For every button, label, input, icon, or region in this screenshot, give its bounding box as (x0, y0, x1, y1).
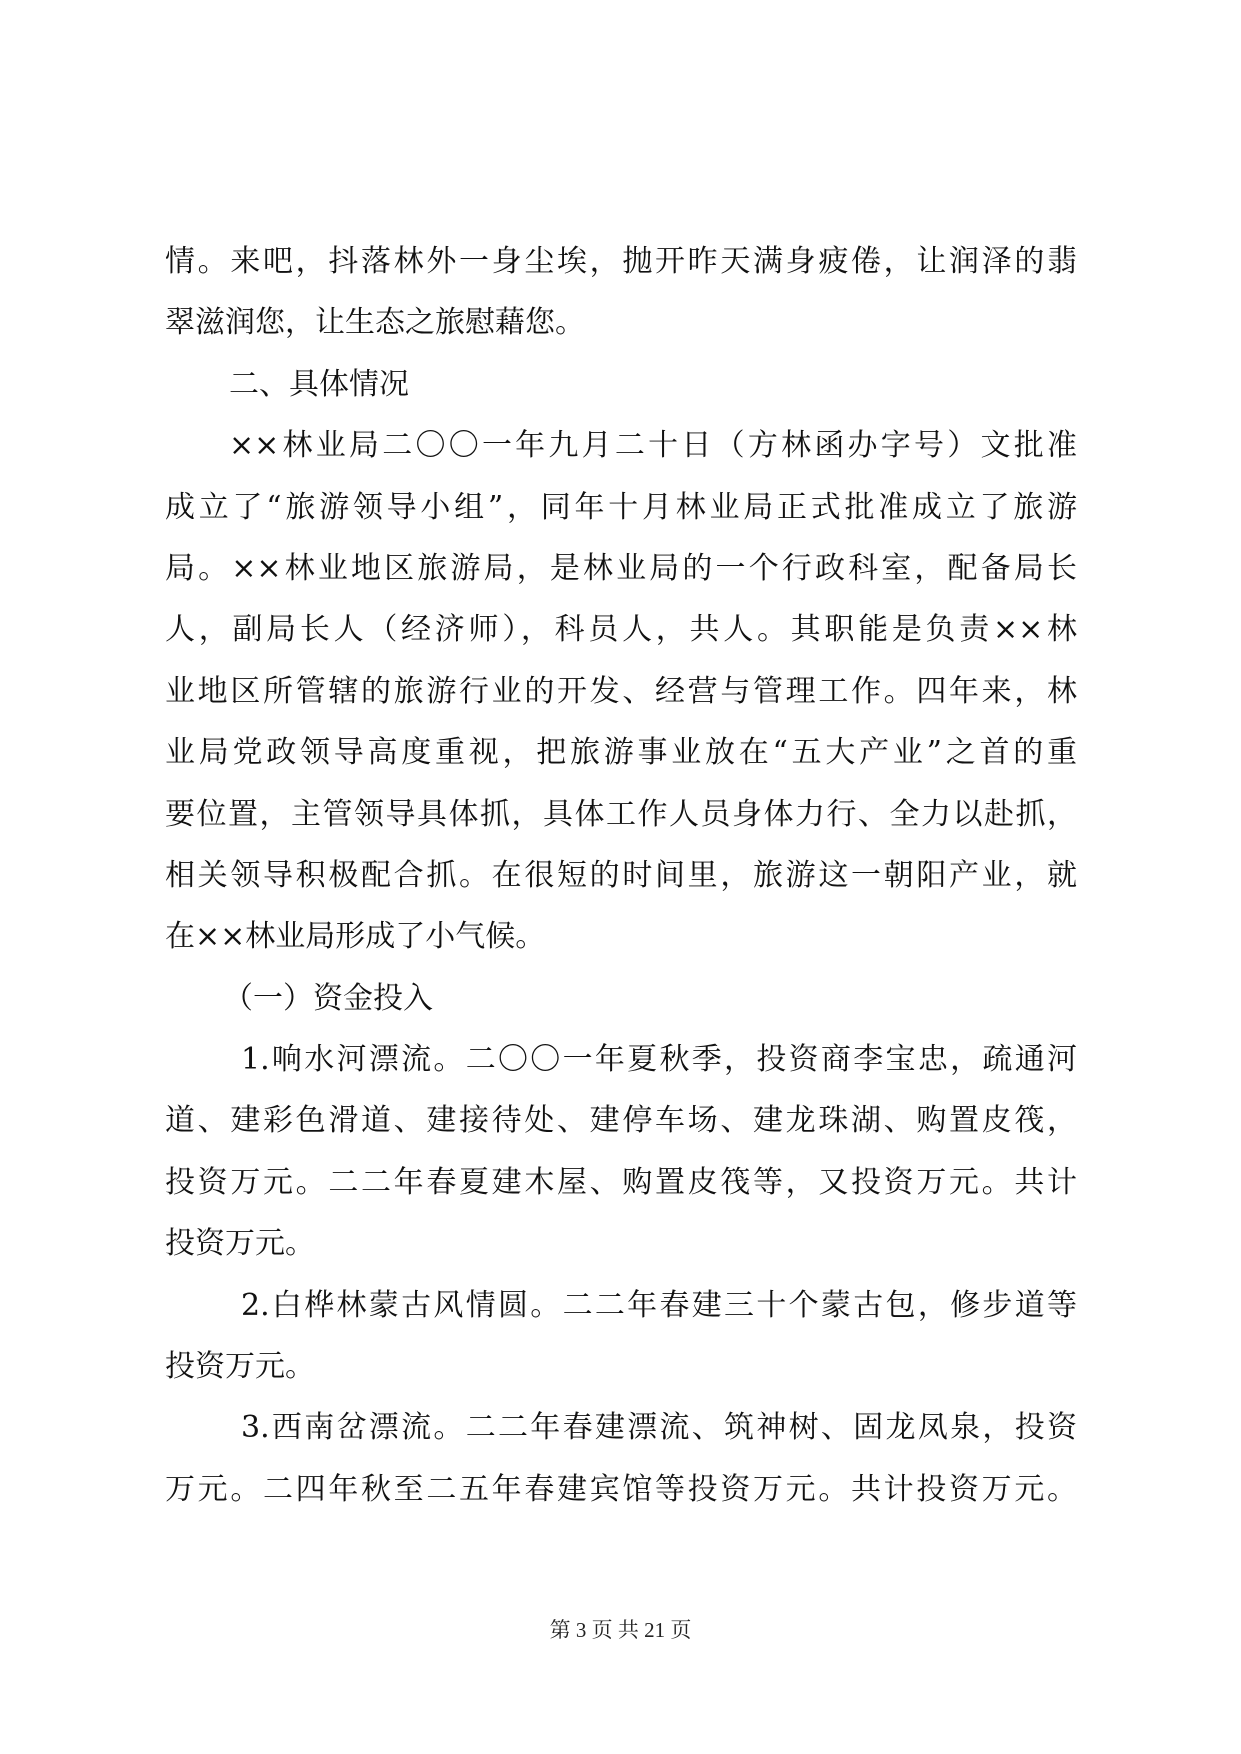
text-line: 二、具体情况 (229, 366, 409, 402)
text-line: （一）资金投入 (223, 980, 433, 1016)
text-line: 在××林业局形成了小气候。 (165, 919, 546, 955)
text-line: 投资万元。 (165, 1226, 315, 1262)
text-line: 成立了“旅游领导小组”，同年十月林业局正式批准成立了旅游 (165, 489, 1077, 525)
text-line: 3.西南岔漂流。二二年春建漂流、筑神树、固龙凤泉，投资 (241, 1410, 1077, 1446)
text-line: 1.响水河漂流。二〇〇一年夏秋季，投资商李宝忠，疏通河 (241, 1042, 1077, 1078)
text-line: 万元。二四年秋至二五年春建宾馆等投资万元。共计投资万元。 (165, 1471, 1077, 1507)
text-line: 情。来吧，抖落林外一身尘埃，抛开昨天满身疲倦，让润泽的翡 (165, 244, 1077, 279)
text-line: 道、建彩色滑道、建接待处、建停车场、建龙珠湖、购置皮筏， (165, 1103, 1077, 1139)
text-line: 要位置，主管领导具体抓，具体工作人员身体力行、全力以赴抓， (165, 796, 1077, 832)
text-line: 业局党政领导高度重视，把旅游事业放在“五大产业”之首的重 (165, 735, 1077, 771)
text-line: 人，副局长人（经济师），科员人，共人。其职能是负责××林 (165, 612, 1077, 648)
text-line: 投资万元。二二年春夏建木屋、购置皮筏等，又投资万元。共计 (165, 1164, 1077, 1200)
text-line: 相关领导积极配合抓。在很短的时间里，旅游这一朝阳产业，就 (165, 857, 1077, 893)
page-footer: 第 3 页 共 21 页 (549, 1618, 692, 1642)
text-line: 业地区所管辖的旅游行业的开发、经营与管理工作。四年来，林 (165, 673, 1077, 709)
text-line: 投资万元。 (165, 1349, 315, 1385)
text-line: 2.白桦林蒙古风情圆。二二年春建三十个蒙古包，修步道等 (241, 1287, 1077, 1323)
text-line: ××林业局二〇〇一年九月二十日（方林函办字号）文批准 (229, 428, 1077, 464)
text-line: 局。××林业地区旅游局，是林业局的一个行政科室，配备局长 (165, 550, 1077, 586)
text-line: 翠滋润您，让生态之旅慰藉您。 (165, 305, 585, 341)
document-body (165, 231, 1077, 1520)
